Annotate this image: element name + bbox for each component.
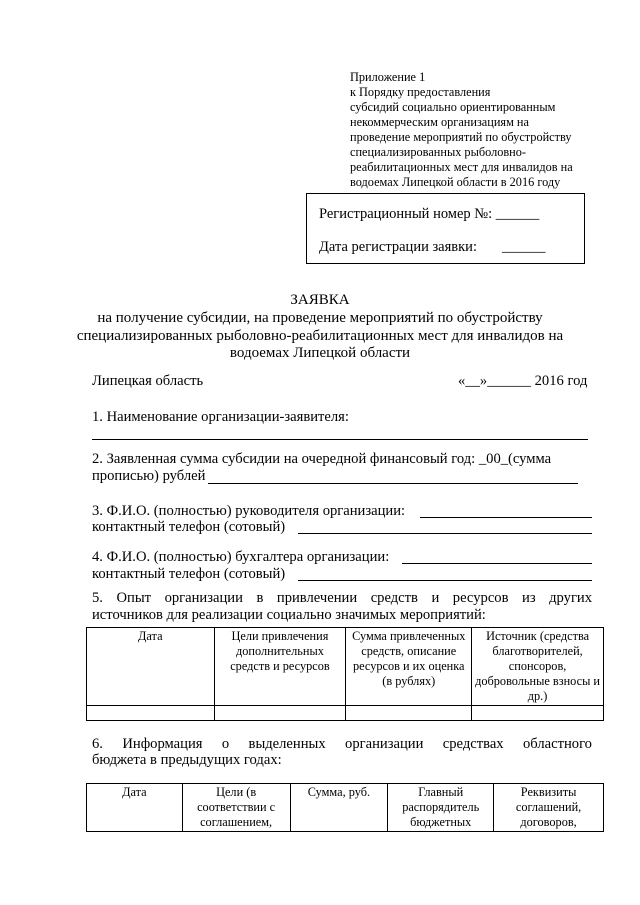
annex-line: Приложение 1 — [350, 70, 426, 84]
item-6-word: областного — [522, 736, 592, 752]
annex-line: некоммерческим организациям на — [350, 115, 529, 129]
column-header: Источник (средства благотворителей, спонсоров, добровольные взносы и др.) — [472, 628, 604, 706]
region-label: Липецкая область — [92, 373, 204, 389]
column-header: Дата — [87, 628, 215, 706]
annex-line: проведение мероприятий по обустройству — [350, 130, 572, 144]
table-cell[interactable] — [214, 706, 346, 721]
table-cell[interactable] — [87, 706, 215, 721]
annex-line: специализированных рыболовно- — [350, 145, 526, 159]
item-5-word: средств — [370, 590, 418, 606]
annex-block — [350, 70, 620, 190]
column-header: Сумма, руб. — [290, 784, 388, 832]
table-header-row — [87, 784, 604, 832]
column-header: Сумма привлеченных средств, описание ресурсов и их оценка (в рублях) — [346, 628, 472, 706]
item-6-word: о — [221, 736, 230, 752]
item-6-word: средствах — [442, 736, 504, 752]
column-header: Цели привлечения дополнительных средств и ресурсов — [214, 628, 346, 706]
item-6-line-1 — [92, 736, 592, 753]
title-line-2: специализированных рыболовно-реабилитационных мест для инвалидов на — [76, 328, 564, 344]
item-2-line-2: прописью) рублей — [92, 468, 206, 484]
item-5-line-2: источников для реализации социально значимых мероприятий: — [92, 607, 486, 623]
item-4-blank-1 — [402, 563, 592, 564]
column-header: Цели (в соответствии с соглашением, — [182, 784, 290, 832]
document-title: ЗАЯВКА — [290, 292, 350, 308]
table-regional-budget — [86, 783, 604, 832]
item-5-word: 5. — [92, 590, 103, 606]
annex-line: субсидий социально ориентированным — [350, 100, 556, 114]
column-header: Дата — [87, 784, 183, 832]
item-1-label: 1. Наименование организации-заявителя: — [92, 409, 349, 425]
item-4-line-1: 4. Ф.И.О. (полностью) бухгалтера организации: — [92, 549, 390, 565]
item-5-line-1 — [92, 590, 592, 607]
table-funding-experience — [86, 627, 604, 721]
item-5-word: и — [431, 590, 440, 606]
registration-number-label: Регистрационный номер №: ______ — [319, 206, 540, 222]
item-5-word: ресурсов — [452, 590, 509, 606]
item-6-word: Информация — [122, 736, 203, 752]
item-1-blank-line — [92, 439, 588, 440]
annex-line: реабилитационных мест для инвалидов на — [350, 160, 573, 174]
item-2-line-1: 2. Заявленная сумма субсидии на очередной финансовый год: _00_(сумма — [92, 451, 552, 467]
item-2-blank-line — [208, 483, 578, 484]
item-5-word: в — [256, 590, 264, 606]
table-row — [87, 706, 604, 721]
item-5-word: Опыт — [116, 590, 152, 606]
registration-date-blank: ______ — [502, 239, 546, 255]
item-6-word: 6. — [92, 736, 103, 752]
item-3-line-1: 3. Ф.И.О. (полностью) руководителя организации: — [92, 503, 406, 519]
registration-date-label: Дата регистрации заявки: — [319, 239, 477, 255]
annex-line: к Порядку предоставления — [350, 85, 491, 99]
item-3-line-2: контактный телефон (сотовый) — [92, 519, 286, 535]
application-date: «__»______ 2016 год — [458, 373, 588, 389]
table-cell[interactable] — [472, 706, 604, 721]
item-5-word: других — [549, 590, 593, 606]
item-5-word: организации — [164, 590, 243, 606]
title-line-3: водоемах Липецкой области — [229, 345, 411, 361]
table-header-row — [87, 628, 604, 706]
item-6-word: организации — [345, 736, 424, 752]
item-6-word: выделенных — [248, 736, 326, 752]
item-5-word: из — [522, 590, 536, 606]
item-6-line-2: бюджета в предыдущих годах: — [92, 752, 282, 768]
annex-line: водоемах Липецкой области в 2016 году — [350, 175, 561, 189]
title-line-1: на получение субсидии, на проведение мероприятий по обустройству — [97, 310, 543, 326]
item-4-blank-2 — [298, 580, 592, 581]
item-3-blank-1 — [420, 517, 592, 518]
item-3-blank-2 — [298, 533, 592, 534]
registration-box — [306, 193, 585, 264]
item-4-line-2: контактный телефон (сотовый) — [92, 566, 286, 582]
item-5-word: привлечении — [276, 590, 358, 606]
column-header: Реквизиты соглашений, договоров, — [494, 784, 604, 832]
column-header: Главный распорядитель бюджетных — [388, 784, 494, 832]
table-cell[interactable] — [346, 706, 472, 721]
